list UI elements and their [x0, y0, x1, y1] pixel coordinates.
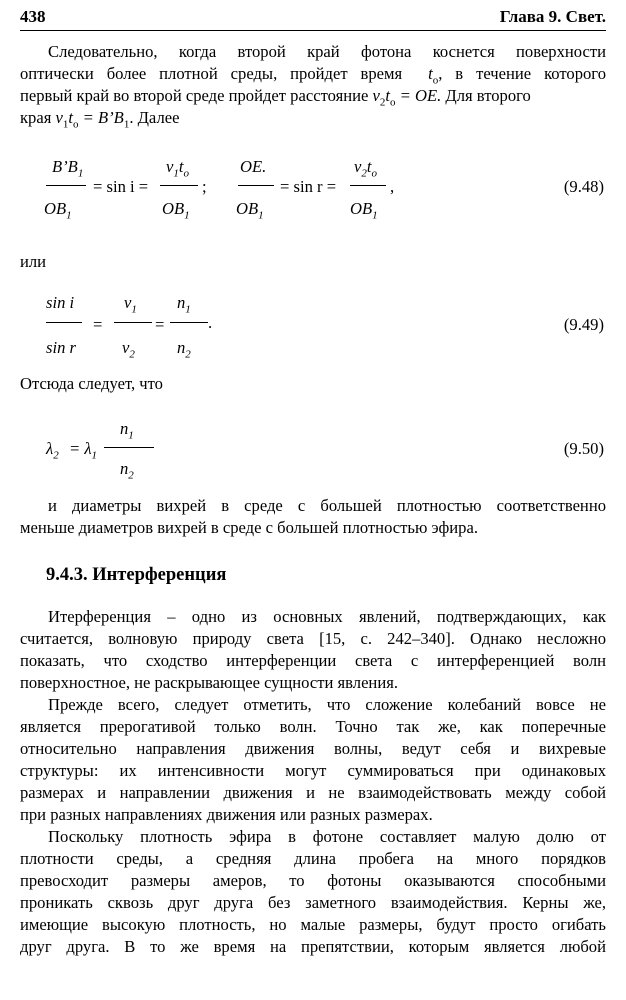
paragraph-4 — [20, 694, 606, 826]
eq949-den2: $v_2$ — [122, 338, 135, 361]
eq949-num1: sin i — [46, 293, 75, 312]
eq948-num4: $v_2t_o$ — [354, 157, 377, 180]
p5-line-2: плотности среды, а средняя длина пробега на много порядков — [20, 849, 606, 868]
paragraph-3 — [20, 606, 606, 694]
p5-line-1: Поскольку плотность эфира в фотоне составляет малую долю от — [48, 827, 606, 846]
eq948-line4 — [350, 185, 386, 186]
p4-line-5: размерах и направлении движения и не взаимодействовать между собой — [20, 783, 606, 802]
therefore-text: Отсюда следует, что — [20, 374, 163, 393]
eq949-number: (9.49) — [563, 315, 604, 334]
eq948-den3: $OB_1$ — [236, 199, 264, 222]
eq948-den2: $OB_1$ — [162, 199, 190, 222]
eq948-line3 — [238, 185, 274, 186]
or-word: или — [20, 252, 47, 271]
eq948-num3: OE. — [240, 157, 267, 176]
eq950-lhs: $\lambda_2$ — [46, 439, 59, 462]
eq949-dot: . — [208, 313, 213, 332]
eq949-num2: $v_1$ — [124, 293, 137, 316]
p1-line-4: края $v_1t_o$ = $B’B_1$. Далее — [20, 108, 180, 131]
eq948-number: (9.48) — [563, 177, 604, 196]
header-rule — [20, 30, 606, 31]
eq948-comma: , — [390, 177, 395, 196]
eq948-eq2: = sin r = — [280, 177, 337, 196]
p4-line-4: структуры: их интенсивности могут суммироваться при одинаковых — [20, 761, 606, 780]
p5-line-3: превосходит размеры амеров, то фотоны оказываются способными — [20, 871, 606, 890]
eq948-eq1: = sin i = — [93, 177, 149, 196]
eq948-den4: $OB_1$ — [350, 199, 378, 222]
p1-line-3: первый край во второй среде пройдет расстояние $v_2t_o$ = OE. Для второго — [20, 86, 531, 109]
p4-line-2: является прерогативой только волн. Точно так же, как поперечные — [20, 717, 606, 736]
paragraph-1 — [20, 41, 606, 129]
p5-line-4: проникать сквозь друг друга без заметного взаимодействия. Керны же, — [20, 893, 606, 912]
section-heading: 9.4.3. Интерференция — [46, 565, 227, 585]
p3-line-3: показать, что сходство интерференции света с интерференцией волн — [20, 651, 606, 670]
eq949-eq1: = — [93, 315, 103, 334]
eq949-num3: $n_1$ — [177, 293, 191, 316]
p5-line-6: друг друга. В то же время на препятствии, которым является любой — [20, 937, 606, 956]
eq949-den3: $n_2$ — [177, 338, 191, 361]
eq949-eq2: = — [155, 315, 165, 334]
eq948-line2 — [160, 185, 198, 186]
p4-line-1: Прежде всего, следует отметить, что сложение колебаний вовсе не — [48, 695, 606, 714]
eq948-den1: $OB_1$ — [44, 199, 72, 222]
paragraph-2 — [20, 495, 606, 539]
p1-line-2: оптически более плотной среды, пройдет время $t_o$, в течение которого — [20, 64, 606, 87]
p4-line-6: при разных направлениях движения или разных размерах. — [20, 805, 433, 824]
eq950-number: (9.50) — [563, 439, 604, 458]
p3-line-1: Итерференция – одно из основных явлений, подтверждающих, как — [48, 607, 606, 626]
eq950-line — [104, 447, 154, 448]
eq949-line3 — [170, 322, 208, 323]
p2-line-2: меньше диаметров вихрей в среде с большей плотностью эфира. — [20, 518, 478, 537]
p3-line-4: поверхностное, не раскрывающее сущности явления. — [20, 673, 398, 692]
eq949-line2 — [114, 322, 152, 323]
eq950-rhs: = $\lambda_1$ — [69, 439, 98, 462]
paragraph-5 — [20, 826, 606, 958]
p3-line-2: считается, волновую природу света [15, с. 242–340]. Однако несложно — [20, 629, 606, 648]
p2-line-1: и диаметры вихрей в среде с большей плотностью соответственно — [48, 496, 606, 515]
page-number: 438 — [20, 7, 46, 26]
eq949-line1 — [46, 322, 82, 323]
p1-line-1: Следовательно, когда второй край фотона коснется поверхности — [48, 42, 606, 61]
chapter-title: Глава 9. Свет. — [499, 7, 606, 26]
p4-line-3: относительно направления движения волны, ведут себя и вихревые — [20, 739, 606, 758]
eq948-num1: $B’B_1$ — [52, 157, 84, 180]
eq950-den: $n_2$ — [120, 459, 134, 482]
eq948-line1 — [46, 185, 86, 186]
eq949-den1: sin r — [46, 338, 76, 357]
eq950-num: $n_1$ — [120, 419, 134, 442]
eq948-num2: $v_1t_o$ — [166, 157, 189, 180]
eq948-semicolon: ; — [202, 177, 207, 196]
p5-line-5: имеющие высокую плотность, но малые размеры, будут просто огибать — [20, 915, 606, 934]
